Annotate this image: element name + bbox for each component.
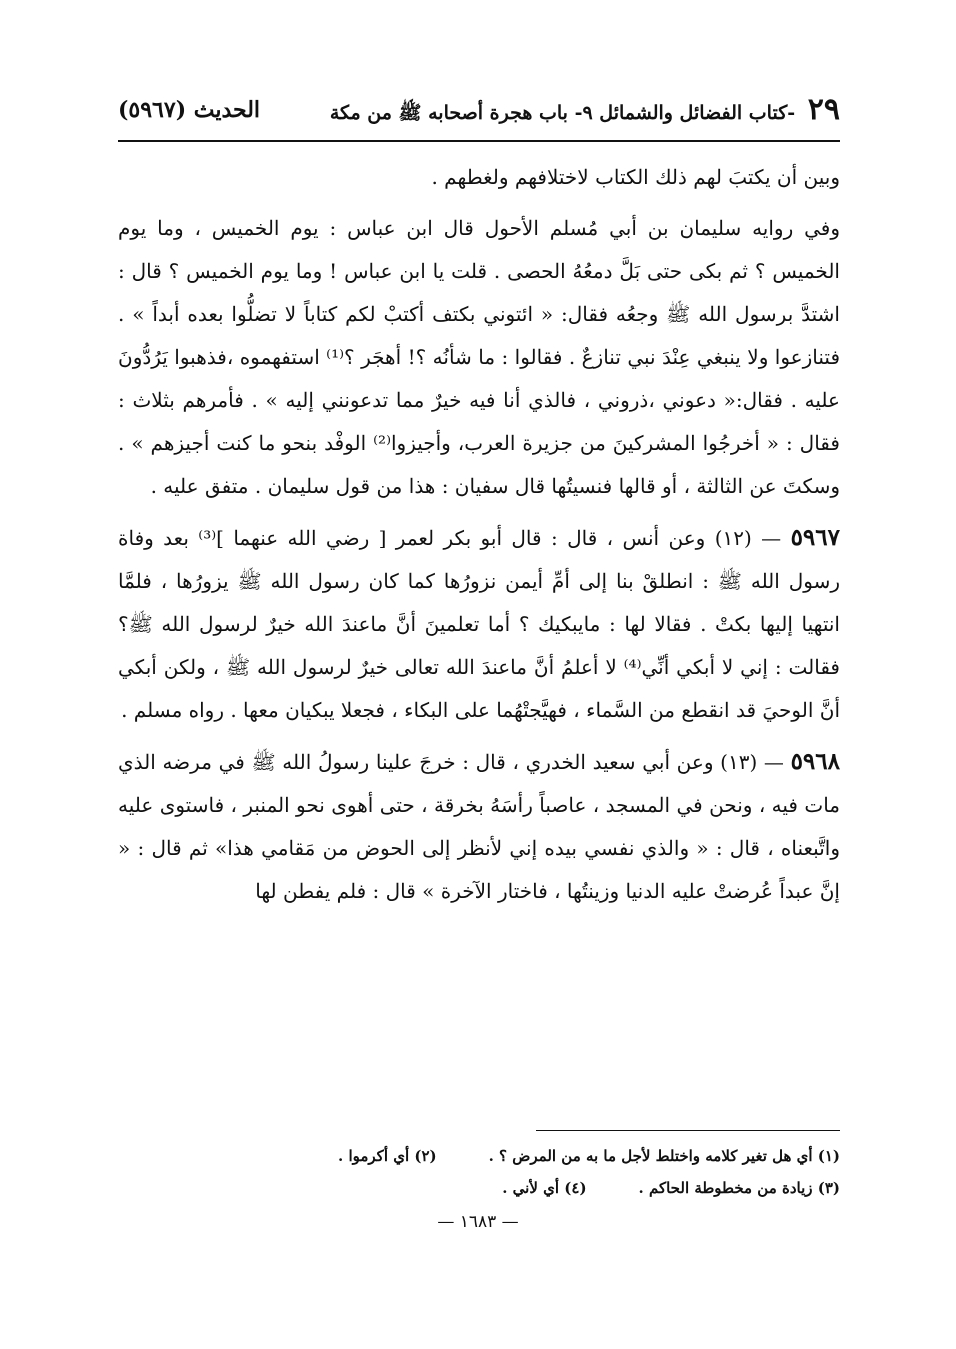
page-header	[118, 84, 840, 136]
footnote-4: (٤) أي لأني .	[502, 1179, 587, 1197]
main-text	[118, 156, 840, 921]
hadith-5968	[118, 740, 840, 913]
header-title-block	[330, 92, 840, 129]
footnote-1: (١) أي هل تغير كلامه واختلط لأجل ما به من المرض ؟ .	[488, 1147, 840, 1165]
header-title: -كتاب الفضائل والشمائل ٩- باب هجرة أصحابه ﷺ من مكة	[329, 101, 796, 124]
header-hadith-reference: الحديث (٥٩٦٧)	[118, 97, 261, 123]
paragraph-text: وبين أن يكتبَ لهم ذلك الكتاب لاختلافهم ولغطهم .	[431, 165, 840, 189]
hadith-number: ٥٩٦٨	[790, 748, 840, 775]
page-footer-number: — ١٦٨٣ —	[437, 1212, 519, 1232]
hadith-number: ٥٩٦٧	[790, 524, 840, 551]
paragraph-continuation	[118, 156, 840, 199]
footnote-2: (٢) أي أكرموا .	[338, 1147, 437, 1165]
footnotes	[118, 1140, 840, 1204]
paragraph-text: — (١٢) وعن أنس ، قال : قال أبو بكر لعمر [ رضي الله عنهما ]⁽³⁾ بعد وفاة رسول الله ﷺ : انطلقْ بنا إلى أمِّ أيمن نزورُها كما كان رسول الله ﷺ يزورُها ، فلمَّا انتهيا إليها بكتْ . فقالا لها : مايبكيك ؟ أما تعلمينَ أنَّ ماعندَ الله خيرٌ لرسول الله ﷺ؟ فقالت : إني لا أبكي أنِّي⁽⁴⁾ لا أعلمُ أنَّ ماعندَ الله تعالى خيرٌ لرسول الله ﷺ ، ولكن أبكي أنَّ الوحيَ قد انقطع من السَّماء ، فهيَّجتْهُما على البكاء ، فجعلا يبكيان معها . رواه مسلم .	[118, 526, 840, 722]
footnote-row	[118, 1172, 840, 1204]
paragraph-text: — (١٣) وعن أبي سعيد الخدري ، قال : خرجَ علينا رسولُ الله ﷺ في مرضه الذي مات فيه ، ونحن في المسجد ، عاصباً رأسَهُ بخرقة ، حتى أهوى نحو المنبر ، فاستوى عليه واتَّبعناه ، قال : « والذي نفسي بيده إني لأنظر إلى الحوض من مَقامي هذا» ثم قال : « إنَّ عبداً عُرضتْ عليه الدنيا وزينتُها ، فاختار الآخرة » قال : فلم يفطن لها	[118, 750, 841, 903]
footnote-3: (٣) زيادة من مخطوطة الحاكم .	[638, 1179, 840, 1197]
paragraph-sulayman-narration	[118, 207, 840, 508]
footnote-rule	[536, 1130, 840, 1131]
header-page-number: ٢٩	[807, 91, 840, 127]
header-rule	[118, 140, 840, 142]
hadith-5967	[118, 516, 840, 732]
footnote-row	[118, 1140, 840, 1172]
paragraph-text: وفي روايه سليمان بن أبي مُسلم الأحول قال ابن عباس : يوم الخميس ، وما يوم الخميس ؟ ثم بكى حتى بَلَّ دمعُهُ الحصى . قلت يا ابن عباس ! وما يوم الخميس ؟ قال : اشتدَّ برسول الله ﷺ وجعُه فقال: « ائتوني بكتف أكتبْ لكم كتاباً لا تضلُّوا بعده أبداً » . فتنازعوا ولا ينبغي عِنْدَ نبي تنازعٌ . فقالوا : ما شأنُه ؟! أهجَر ؟⁽¹⁾ استفهموه ،فذهبوا يَرُدُّونَ عليه . فقال:« دعوني ،ذروني ، فالذي أنا فيه خيرٌ مما تدعونني إليه » . فأمرهم بثلاث : فقال : « أخرجُوا المشركينَ من جزيرة العرب، وأجيزوا⁽²⁾ الوفْد بنحو ما كنت أجيزهم » . وسكتَ عن الثالثة ، أو قالها فنسيتُها قال سفيان : هذا من قول سليمان . متفق عليه .	[118, 216, 841, 498]
